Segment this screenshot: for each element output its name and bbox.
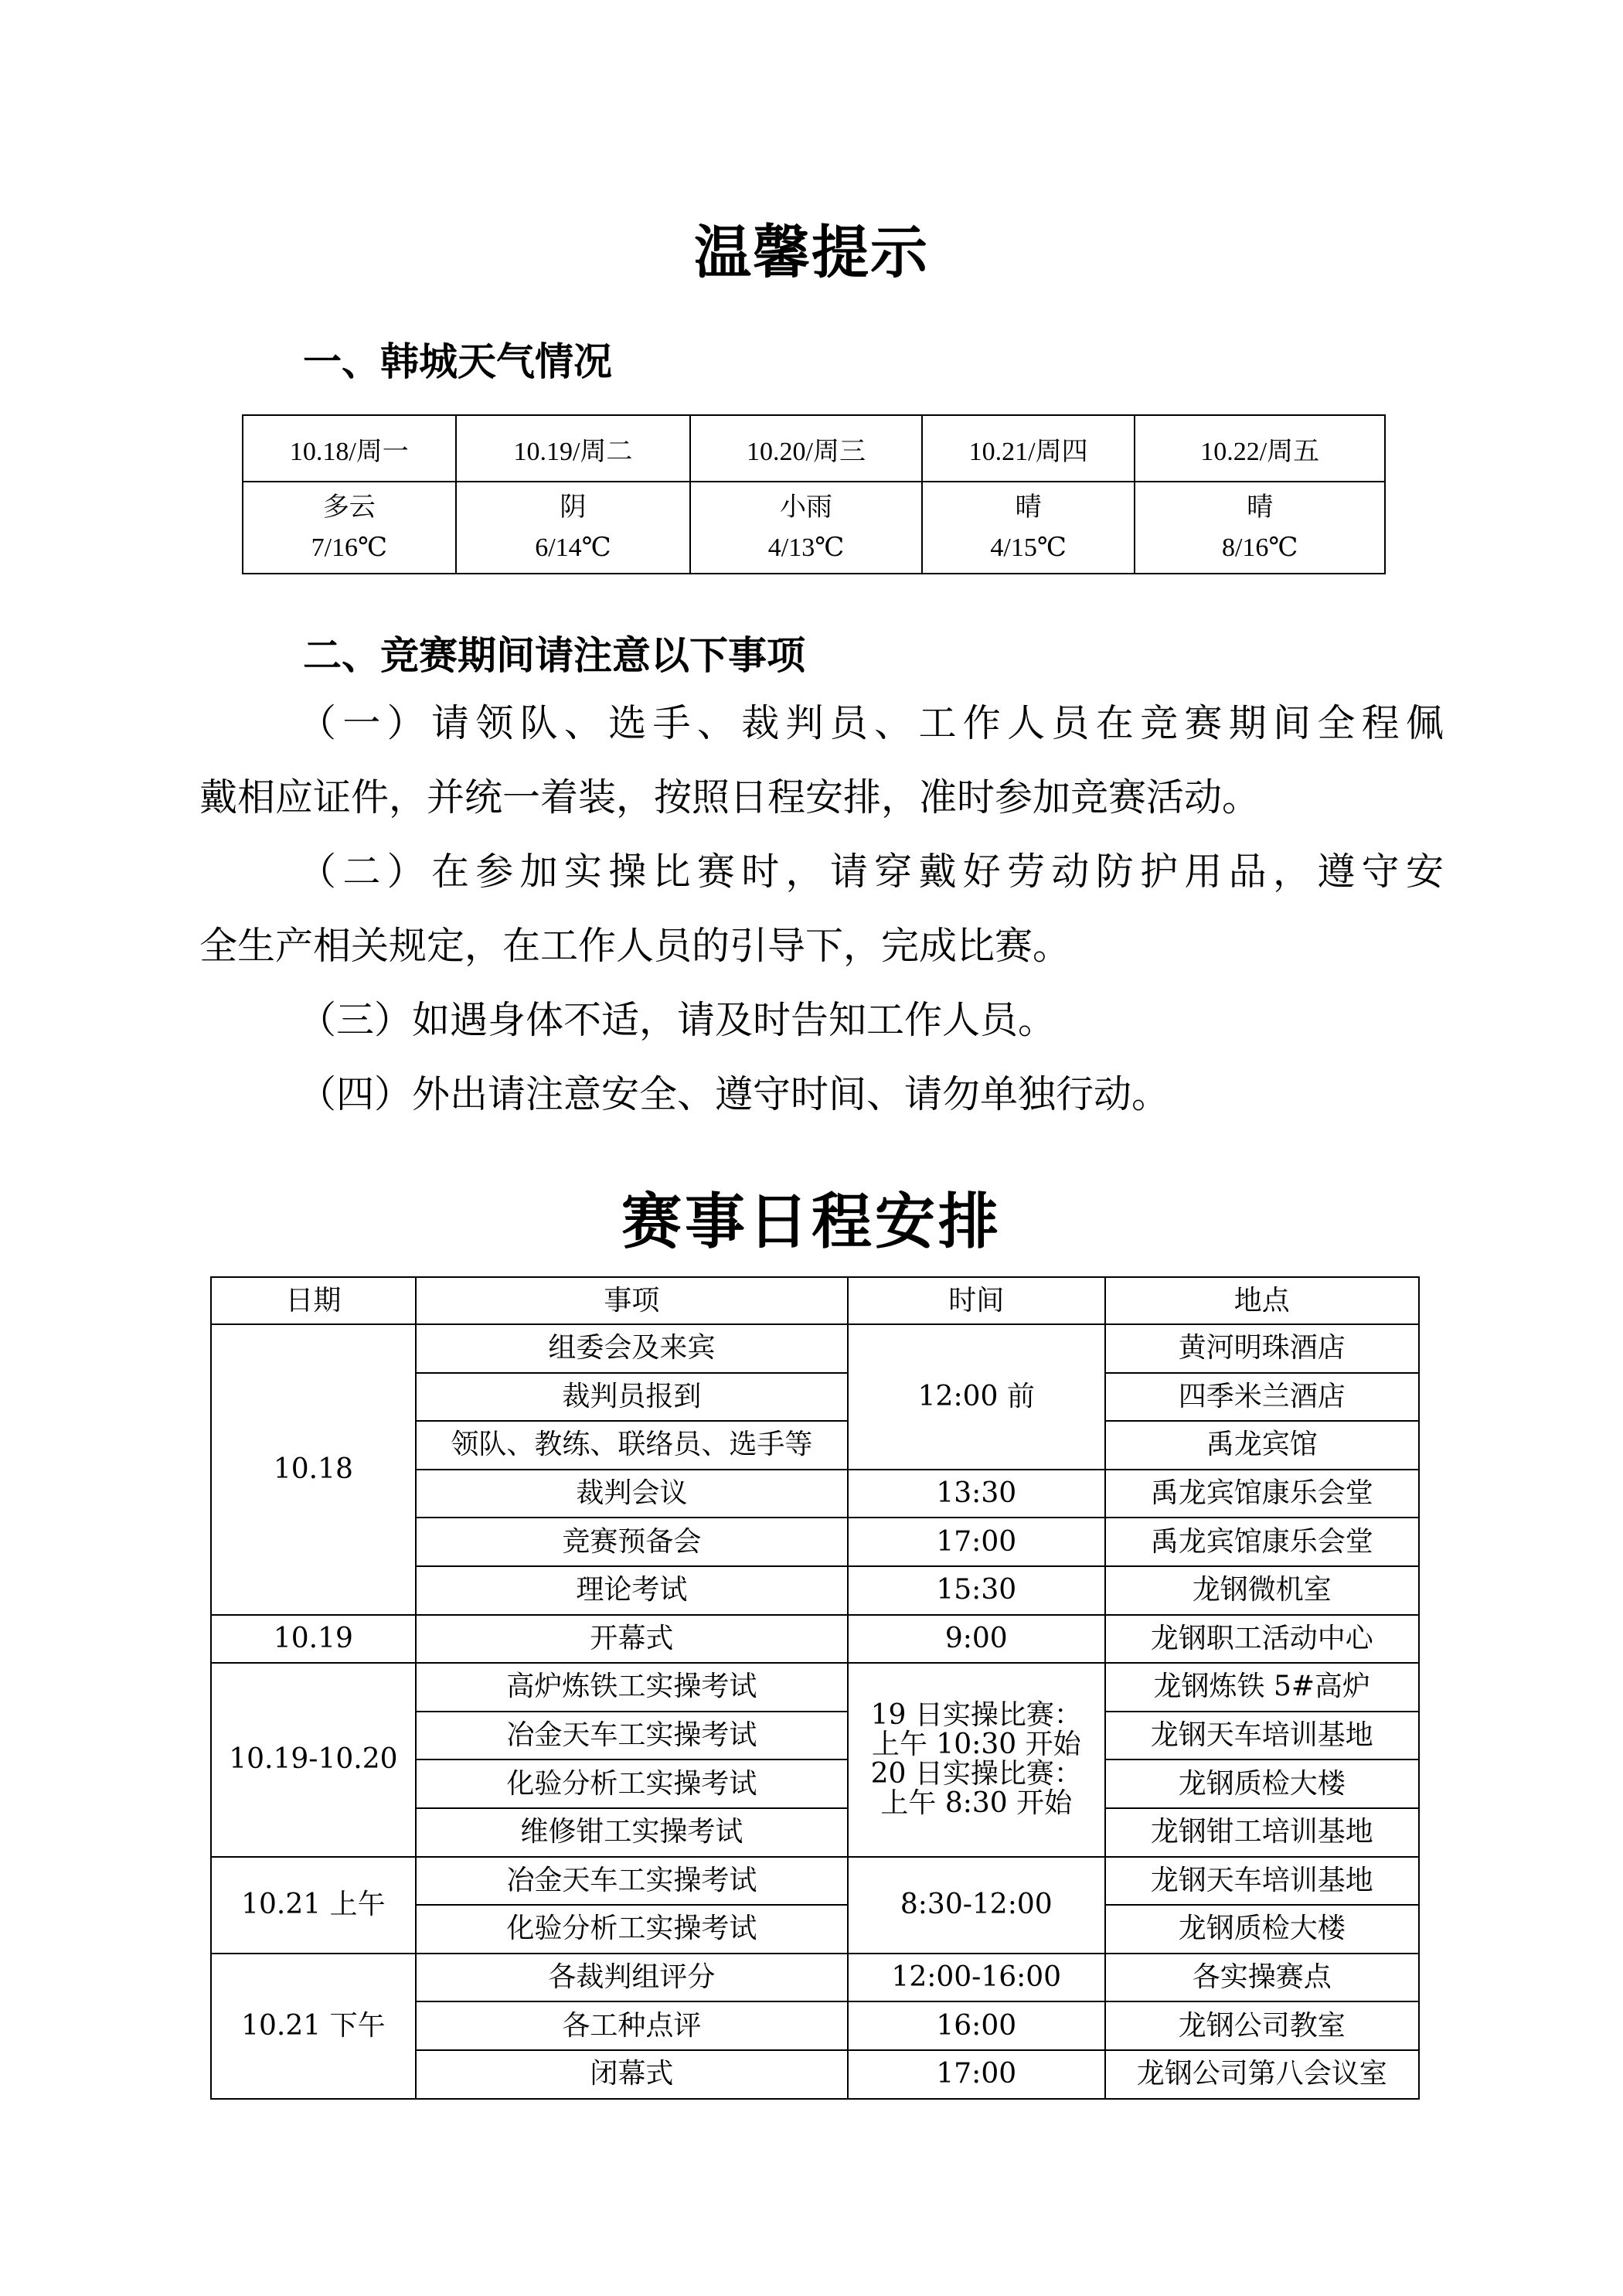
place-cell: 龙钢公司教室 xyxy=(1105,2001,1419,2050)
item-cell: 开幕式 xyxy=(416,1615,848,1664)
weather-table xyxy=(242,414,1386,574)
weather-condition: 多云 xyxy=(322,492,376,522)
date-cell: 10.21 上午 xyxy=(211,1857,416,1954)
place-cell: 龙钢质检大楼 xyxy=(1105,1759,1419,1808)
item-cell: 高炉炼铁工实操考试 xyxy=(416,1663,848,1712)
place-cell: 龙钢天车培训基地 xyxy=(1105,1857,1419,1906)
weather-date-cell: 10.20/周三 xyxy=(690,415,922,482)
item-cell: 各裁判组评分 xyxy=(416,1954,848,2002)
place-cell: 龙钢微机室 xyxy=(1105,1566,1419,1615)
schedule-title: 赛事日程安排 xyxy=(621,1187,1002,1257)
place-cell: 龙钢质检大楼 xyxy=(1105,1905,1419,1954)
table-row xyxy=(211,1954,1419,2002)
weather-date-cell: 10.18/周一 xyxy=(243,415,456,482)
weather-date-cell: 10.19/周二 xyxy=(456,415,691,482)
weather-cell xyxy=(922,482,1135,574)
note-item-1 xyxy=(199,686,1444,835)
time-cell: 15:30 xyxy=(848,1566,1105,1615)
column-header-date: 日期 xyxy=(211,1277,416,1324)
section-heading-weather: 一、韩城天气情况 xyxy=(303,339,612,384)
item-cell: 领队、教练、联络员、选手等 xyxy=(416,1421,848,1470)
time-cell: 16:00 xyxy=(848,2001,1105,2050)
weather-date-row xyxy=(243,415,1385,482)
item-cell: 裁判会议 xyxy=(416,1470,848,1518)
place-cell: 龙钢公司第八会议室 xyxy=(1105,2050,1419,2099)
time-line: 上午 10:30 开始 xyxy=(871,1729,1081,1761)
weather-cell xyxy=(243,482,456,574)
date-cell: 10.19 xyxy=(211,1615,416,1664)
weather-condition: 阴 xyxy=(560,492,587,522)
table-row xyxy=(211,1615,1419,1664)
item-cell: 竞赛预备会 xyxy=(416,1518,848,1566)
note-item-4 xyxy=(199,1058,1444,1132)
place-cell: 龙钢炼铁 5#高炉 xyxy=(1105,1663,1419,1712)
time-cell: 17:00 xyxy=(848,2050,1105,2099)
date-cell: 10.19-10.20 xyxy=(211,1663,416,1856)
table-row xyxy=(211,1663,1419,1712)
weather-condition: 晴 xyxy=(1015,492,1042,522)
place-cell: 各实操赛点 xyxy=(1105,1954,1419,2002)
weather-temp: 4/13℃ xyxy=(767,533,845,562)
time-cell xyxy=(848,1663,1105,1856)
time-line: 19 日实操比赛： xyxy=(870,1699,1082,1732)
item-cell: 化验分析工实操考试 xyxy=(416,1905,848,1954)
item-cell: 维修钳工实操考试 xyxy=(416,1808,848,1857)
item-cell: 组委会及来宾 xyxy=(416,1324,848,1373)
time-line: 20 日实操比赛： xyxy=(870,1758,1082,1790)
note-item-3 xyxy=(199,983,1444,1058)
weather-date-cell: 10.21/周四 xyxy=(922,415,1135,482)
weather-condition-row xyxy=(243,482,1385,574)
item-cell: 闭幕式 xyxy=(416,2050,848,2099)
place-cell: 龙钢职工活动中心 xyxy=(1105,1615,1419,1664)
time-line: 上午 8:30 开始 xyxy=(880,1787,1073,1820)
weather-temp: 4/15℃ xyxy=(990,533,1067,562)
place-cell: 四季米兰酒店 xyxy=(1105,1373,1419,1422)
note-line: （三）如遇身体不适，请及时告知工作人员。 xyxy=(298,998,1056,1042)
time-cell: 12:00 前 xyxy=(848,1324,1105,1470)
weather-temp: 7/16℃ xyxy=(311,533,388,562)
place-cell: 龙钢钳工培训基地 xyxy=(1105,1808,1419,1857)
note-line: （一）请领队、选手、裁判员、工作人员在竞赛期间全程佩 xyxy=(298,701,1444,745)
time-cell: 17:00 xyxy=(848,1518,1105,1566)
note-item-2 xyxy=(199,835,1444,983)
section-heading-notes: 二、竞赛期间请注意以下事项 xyxy=(303,633,805,678)
item-cell: 冶金天车工实操考试 xyxy=(416,1712,848,1760)
schedule-table xyxy=(210,1276,1420,2100)
time-cell: 8:30-12:00 xyxy=(848,1857,1105,1954)
place-cell: 禹龙宾馆康乐会堂 xyxy=(1105,1470,1419,1518)
weather-date-cell: 10.22/周五 xyxy=(1135,415,1385,482)
weather-temp: 6/14℃ xyxy=(535,533,611,562)
schedule-header-row xyxy=(211,1277,1419,1324)
page-title: 温馨提示 xyxy=(694,220,929,286)
time-cell: 9:00 xyxy=(848,1615,1105,1664)
column-header-place: 地点 xyxy=(1105,1277,1419,1324)
place-cell: 黄河明珠酒店 xyxy=(1105,1324,1419,1373)
date-cell: 10.18 xyxy=(211,1324,416,1615)
item-cell: 化验分析工实操考试 xyxy=(416,1759,848,1808)
note-line: （二）在参加实操比赛时，请穿戴好劳动防护用品，遵守安 xyxy=(298,850,1444,894)
weather-condition: 晴 xyxy=(1247,492,1274,522)
note-line: 全生产相关规定，在工作人员的引导下，完成比赛。 xyxy=(199,924,1071,968)
column-header-item: 事项 xyxy=(416,1277,848,1324)
table-row xyxy=(211,1324,1419,1373)
place-cell: 龙钢天车培训基地 xyxy=(1105,1712,1419,1760)
weather-condition: 小雨 xyxy=(780,492,832,522)
item-cell: 理论考试 xyxy=(416,1566,848,1615)
note-line: （四）外出请注意安全、遵守时间、请勿单独行动。 xyxy=(298,1072,1170,1116)
item-cell: 各工种点评 xyxy=(416,2001,848,2050)
note-line: 戴相应证件，并统一着装，按照日程安排，准时参加竞赛活动。 xyxy=(199,775,1261,819)
table-row xyxy=(211,1857,1419,1906)
time-cell: 13:30 xyxy=(848,1470,1105,1518)
item-cell: 冶金天车工实操考试 xyxy=(416,1857,848,1906)
place-cell: 禹龙宾馆康乐会堂 xyxy=(1105,1518,1419,1566)
weather-temp: 8/16℃ xyxy=(1221,533,1298,562)
date-cell: 10.21 下午 xyxy=(211,1954,416,2099)
weather-cell xyxy=(690,482,922,574)
item-cell: 裁判员报到 xyxy=(416,1373,848,1422)
weather-cell xyxy=(456,482,691,574)
time-cell: 12:00-16:00 xyxy=(848,1954,1105,2002)
weather-cell xyxy=(1135,482,1385,574)
place-cell: 禹龙宾馆 xyxy=(1105,1421,1419,1470)
column-header-time: 时间 xyxy=(848,1277,1105,1324)
